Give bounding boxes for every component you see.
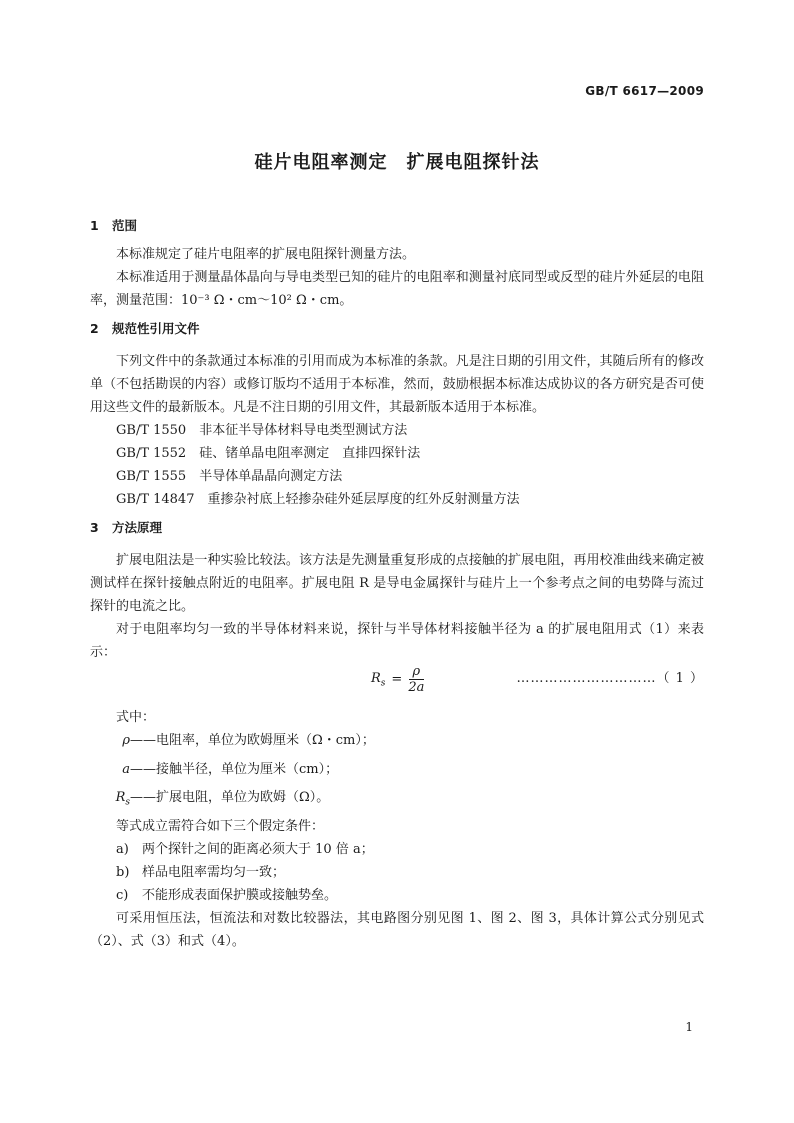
definition-text: ——电阻率，单位为欧姆厘米（Ω・cm）； [130,733,375,748]
condition-item [90,861,704,884]
section-title: 方法原理 [112,520,163,535]
symbol: a [122,761,130,777]
numerator: ρ [409,664,425,680]
paragraph: 本标准适用于测量晶体晶向与导电类型已知的硅片的电阻率和测量衬底同型或反型的硅片外延层的电阻率，测量范围：10⁻³ Ω・cm～10² Ω・cm。 [90,270,704,308]
reference-item: GB/T 1550 非本征半导体材料导电类型测试方法 [116,423,408,438]
formula-lhs: $R_s$ [371,670,386,689]
condition-text: 样品电阻率需均匀一致； [142,864,286,880]
reference-item: GB/T 14847 重掺杂衬底上轻掺杂硅外延层厚度的红外反射测量方法 [116,492,520,507]
where-label: 式中： [116,710,156,725]
section-title: 范围 [112,218,138,233]
condition-text: 两个探针之间的距离必须大于 10 倍 a； [142,841,374,857]
page-number: 1 [685,1020,693,1034]
document-title: 硅片电阻率测定 扩展电阻探针法 [254,152,540,173]
equals-sign: = [391,672,403,687]
condition-text: 不能形成表面保护膜或接触势垒。 [142,887,338,903]
standard-code: GB/T 6617—2009 [585,84,704,98]
reference-item: GB/T 1552 硅、锗单晶电阻率测定 直排四探针法 [116,446,421,461]
equation-number: …………………………（ 1 ） [516,671,704,686]
definition-item [90,786,704,815]
paragraph: 可采用恒压法，恒流法和对数比较器法，其电路图分别见图 1、图 2、图 3，具体计算公式分别见式（2）、式（3）和式（4）。 [90,910,704,949]
definition-item [90,729,704,758]
definition-text: ——扩展电阻，单位为欧姆（Ω）。 [130,790,330,806]
document-body [90,215,704,953]
condition-item [90,884,704,907]
section-2-heading [90,318,704,340]
section-title: 规范性引用文件 [112,321,200,336]
condition-label: b) [116,864,130,880]
denominator: 2a [408,680,425,695]
section-number: 3 [90,520,99,535]
section-number: 1 [90,218,99,233]
formula [371,664,424,695]
paragraph: 本标准规定了硅片电阻率的扩展电阻探针测量方法。 [116,247,416,262]
paragraph: 对于电阻率均匀一致的半导体材料来说，探针与半导体材料接触半径为 a 的扩展电阻用式（1）来表示： [90,622,704,660]
definition-text: ——接触半径，单位为厘米（cm）； [130,761,339,777]
paragraph: 扩展电阻法是一种实验比较法。该方法是先测量重复形成的点接触的扩展电阻，再用校准曲线来确定被测试样在探针接触点附近的电阻率。扩展电阻 R 是导电金属探针与硅片上一个参考点之间的电势降与流过探针的电流之比。 [90,553,704,614]
condition-label: c) [116,887,129,903]
condition-label: a) [116,841,129,857]
reference-item: GB/T 1555 半导体单晶晶向测定方法 [116,469,343,484]
definition-item [90,758,704,787]
equation-1 [90,664,704,706]
section-number: 2 [90,321,99,336]
symbol: ρ [122,733,130,748]
conditions-intro: 等式成立需符合如下三个假定条件： [116,818,325,834]
symbol: $R_s$ [115,790,130,808]
condition-item [90,838,704,861]
section-3-heading [90,517,704,539]
paragraph: 下列文件中的条款通过本标准的引用而成为本标准的条款。凡是注日期的引用文件，其随后所有的修改单（不包括勘误的内容）或修订版均不适用于本标准，然而，鼓励根据本标准达成协议的各方研究是否可使用这些文件的最新版本。凡是不注日期的引用文件，其最新版本适用于本标准。 [90,354,704,415]
fraction [408,664,424,695]
section-1-heading [90,215,704,237]
